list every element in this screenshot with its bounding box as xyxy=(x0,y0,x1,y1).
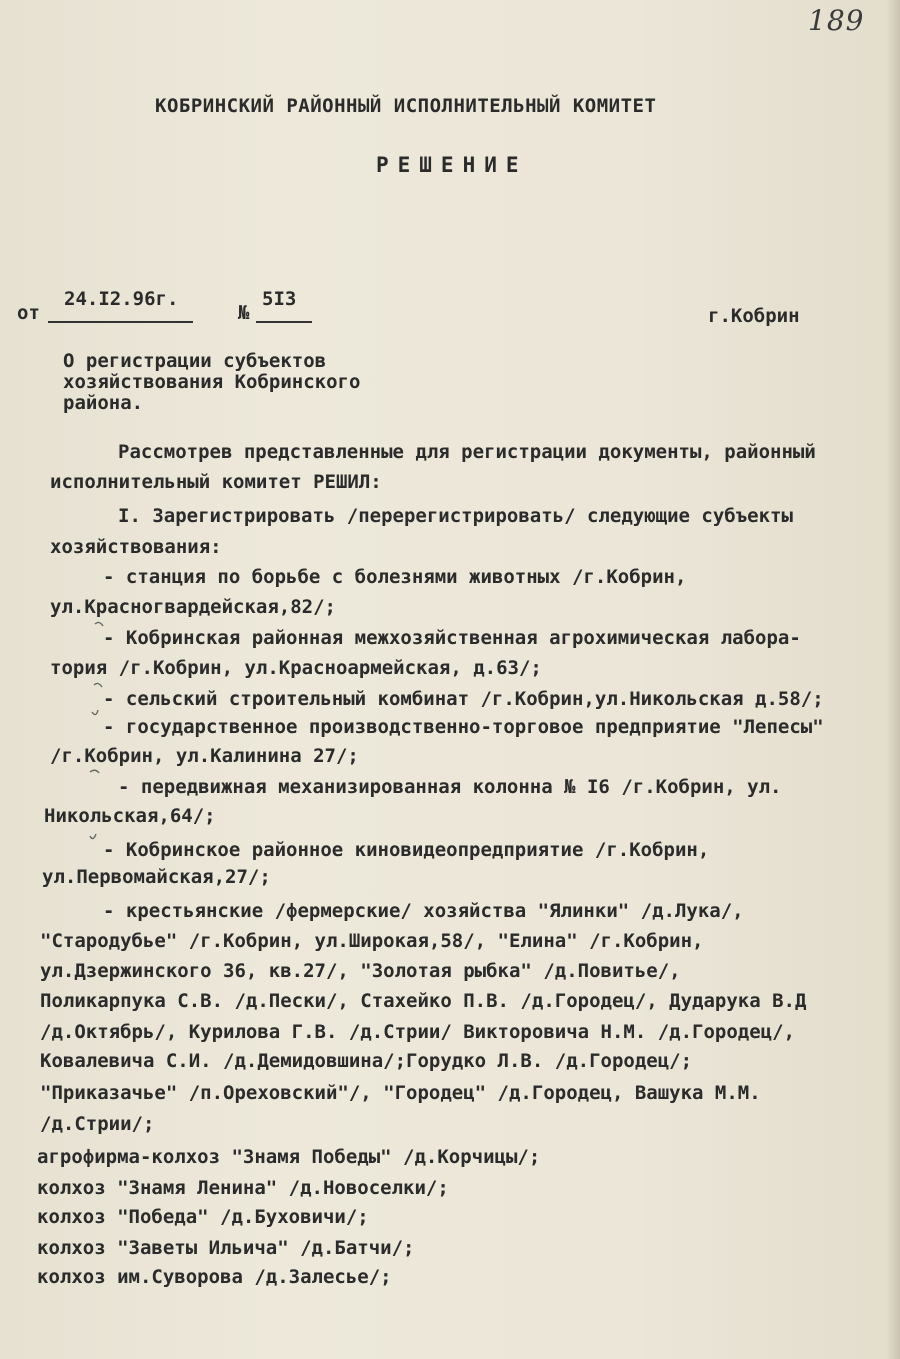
body-line: "Стародубье" /г.Кобрин, ул.Широкая,58/, "Елина" /г.Кобрин, xyxy=(40,930,704,952)
body-line: колхоз "Заветы Ильича" /д.Батчи/; xyxy=(37,1237,415,1259)
margin-tick xyxy=(94,683,102,687)
body-line: ул.Первомайская,27/; xyxy=(42,866,271,888)
body-line: - крестьянские /фермерские/ хозяйства "Ялинки" /д.Лука/, xyxy=(103,900,744,922)
margin-tick xyxy=(90,834,96,839)
margin-tick xyxy=(92,710,98,715)
body-line: колхоз "Знамя Ленина" /д.Новоселки/; xyxy=(37,1177,449,1199)
body-line: - станция по борьбе с болезнями животных /г.Кобрин, xyxy=(103,566,687,588)
body-line: /д.Октябрь/, Курилова Г.В. /д.Стрии/ Викторовича Н.М. /д.Городец/, xyxy=(40,1021,795,1043)
body-line: - Кобринская районная межхозяйственная агрохимическая лабора- xyxy=(103,627,801,649)
margin-tick xyxy=(90,770,99,773)
subject-line: О регистрации субъектов xyxy=(63,350,327,372)
body-line: /д.Стрии/; xyxy=(40,1113,155,1135)
body-line: - Кобринское районное киновидеопредприятие /г.Кобрин, xyxy=(103,839,710,861)
body-line: ул.Дзержинского 36, кв.27/, "Золотая рыбка" /д.Повитье/, xyxy=(40,960,681,982)
body-line: "Приказачье" /п.Ореховский"/, "Городец" /д.Городец, Вашука М.М. xyxy=(40,1082,761,1104)
body-line: колхоз "Победа" /д.Буховичи/; xyxy=(37,1206,369,1228)
document-number: 5I3 xyxy=(262,288,297,310)
body-line: Рассмотрев представленные для регистрации документы, районный xyxy=(118,441,816,463)
body-line: I. Зарегистрировать /перерегистрировать/ следующие субъекты xyxy=(118,505,793,527)
city: г.Кобрин xyxy=(708,305,800,327)
subject-line: района. xyxy=(63,392,144,414)
margin-tick xyxy=(95,622,103,626)
body-line: исполнительный комитет РЕШИЛ: xyxy=(50,471,382,493)
document-date: 24.I2.96г. xyxy=(64,288,179,310)
body-line: - государственное производственно-торговое предприятие "Лепесы" xyxy=(103,716,824,738)
body-line: Ковалевича С.И. /д.Демидовшина/;Горудко Л.В. /д.Городец/; xyxy=(40,1050,693,1072)
body-line: ул.Красногвардейская,82/; xyxy=(50,596,336,618)
organization-header: КОБРИНСКИЙ РАЙОННЫЙ ИСПОЛНИТЕЛЬНЫЙ КОМИТЕТ xyxy=(155,95,657,117)
date-prefix: от xyxy=(17,302,40,324)
subject-line: хозяйствования Кобринского xyxy=(63,371,361,393)
body-line: Поликарпука С.В. /д.Пески/, Стахейко П.В. /д.Городец/, Дударука В.Д xyxy=(40,990,807,1012)
body-line: /г.Кобрин, ул.Калинина 27/; xyxy=(50,745,359,767)
number-sign: № xyxy=(238,302,250,324)
body-line: тория /г.Кобрин, ул.Красноармейская, д.63/; xyxy=(50,657,542,679)
document-type-title: РЕШЕНИЕ xyxy=(376,153,528,177)
body-line: агрофирма-колхоз "Знамя Победы" /д.Корчицы/; xyxy=(37,1146,541,1168)
body-line: хозяйствования: xyxy=(50,536,222,558)
body-line: колхоз им.Суворова /д.Залесье/; xyxy=(37,1266,392,1288)
body-line: Никольская,64/; xyxy=(44,805,216,827)
body-line: - передвижная механизированная колонна № I6 /г.Кобрин, ул. xyxy=(118,776,782,798)
body-line: - сельский строительный комбинат /г.Кобрин,ул.Никольская д.58/; xyxy=(103,688,824,710)
handwritten-page-number: 189 xyxy=(808,4,865,37)
